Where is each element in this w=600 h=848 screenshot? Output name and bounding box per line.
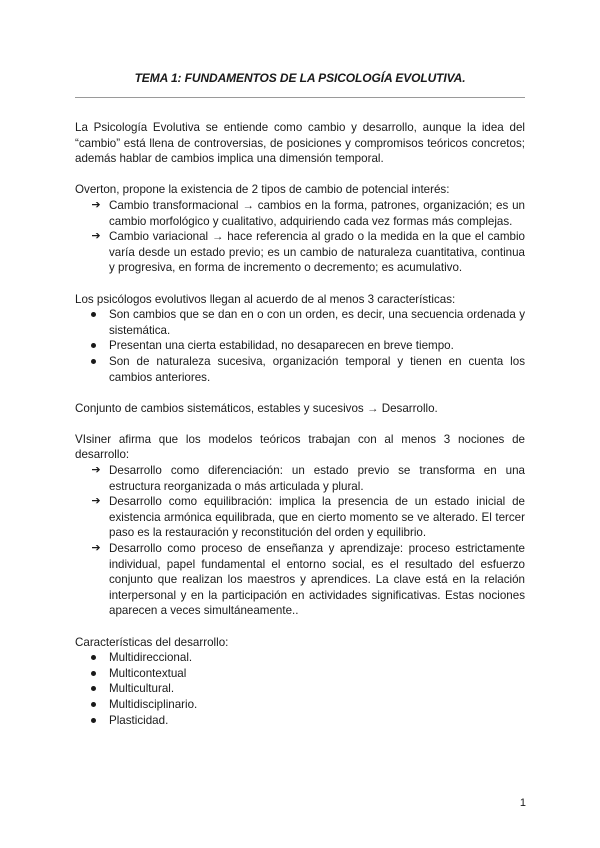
- arrow-icon: ➔: [91, 198, 101, 211]
- bullet-icon: [91, 718, 96, 723]
- page-title: TEMA 1: FUNDAMENTOS DE LA PSICOLOGÍA EVOLUTIVA.: [134, 71, 466, 85]
- list-item: ➔ Cambio transformacional → cambios en la forma, patrones, organización; es un cambio morfológico y cualitativo, adquiriendo cada vez formas más complejas.: [75, 198, 525, 229]
- intro-paragraph: La Psicología Evolutiva se entiende como cambio y desarrollo, aunque la idea del “cambio” está llena de controversias, de posiciones y compromisos teóricos concretos; además hablar de cambios implica una dimensión temporal.: [75, 121, 525, 166]
- list-item: Presentan una cierta estabilidad, no desaparecen en breve tiempo.: [75, 338, 525, 354]
- document-body: [75, 120, 525, 728]
- list-item: Multicultural.: [75, 681, 525, 697]
- list-item: Multidireccional.: [75, 650, 525, 666]
- bullet-icon: [91, 312, 96, 317]
- bullet-icon: [91, 671, 96, 676]
- list-item: Multicontextual: [75, 666, 525, 682]
- page-number: 1: [519, 797, 526, 809]
- bullet-icon: [91, 359, 96, 364]
- bullet-icon: [91, 686, 96, 691]
- bullet-icon: [91, 343, 96, 348]
- conjunto-paragraph: Conjunto de cambios sistemáticos, estables y sucesivos → Desarrollo.: [75, 401, 438, 415]
- list-item: Son cambios que se dan en o con un orden, es decir, una secuencia ordenada y sistemática.: [75, 307, 525, 338]
- overton-list: [75, 198, 525, 276]
- overton-paragraph: Overton, propone la existencia de 2 tipos de cambio de potencial interés:: [75, 183, 450, 197]
- list-item: ➔ Desarrollo como proceso de enseñanza y aprendizaje: proceso estrictamente individual, papel fundamental el entorno social, es el resultado del esfuerzo conjunto que realizan los maestros y aprendices. La clave está en la relación interpersonal y en la participación en actividades significativas. Estas nociones aparecen a veces simultáneamente..: [75, 541, 525, 619]
- psicologos-list: [75, 307, 525, 385]
- caracteristicas-list: [75, 650, 525, 728]
- arrow-icon: ➔: [91, 464, 101, 477]
- title-divider: [75, 97, 525, 98]
- list-item: ➔ Cambio variacional → hace referencia al grado o la medida en la que el cambio varía desde un estado previo; es un cambio de naturaleza cuantitativa, continua y progresiva, en forma de incremento o decremento; es acumulativo.: [75, 229, 525, 276]
- arrow-icon: ➔: [91, 230, 101, 243]
- list-item: Plasticidad.: [75, 713, 525, 729]
- bullet-icon: [91, 702, 96, 707]
- list-item: Son de naturaleza sucesiva, organización temporal y tienen en cuenta los cambios anteriores.: [75, 354, 525, 385]
- list-item: Multidisciplinario.: [75, 697, 525, 713]
- valsiner-list: [75, 463, 525, 619]
- bullet-icon: [91, 655, 96, 660]
- list-item: ➔ Desarrollo como equilibración: implica la presencia de un estado inicial de existencia armónica equilibrada, que en cierto momento se ve alterado. El tercer paso es la restauración y reconstitución del orden y equilibrio.: [75, 494, 525, 541]
- arrow-icon: ➔: [91, 495, 101, 508]
- arrow-icon: ➔: [91, 542, 101, 555]
- caracteristicas-heading: Características del desarrollo:: [75, 635, 229, 649]
- psicologos-paragraph: Los psicólogos evolutivos llegan al acuerdo de al menos 3 características:: [75, 292, 456, 306]
- list-item: ➔ Desarrollo como diferenciación: un estado previo se transforma en una estructura reorganizada o más articulada y plural.: [75, 463, 525, 494]
- valsiner-paragraph: VIsiner afirma que los modelos teóricos trabajan con al menos 3 nociones de desarrollo:: [75, 432, 525, 462]
